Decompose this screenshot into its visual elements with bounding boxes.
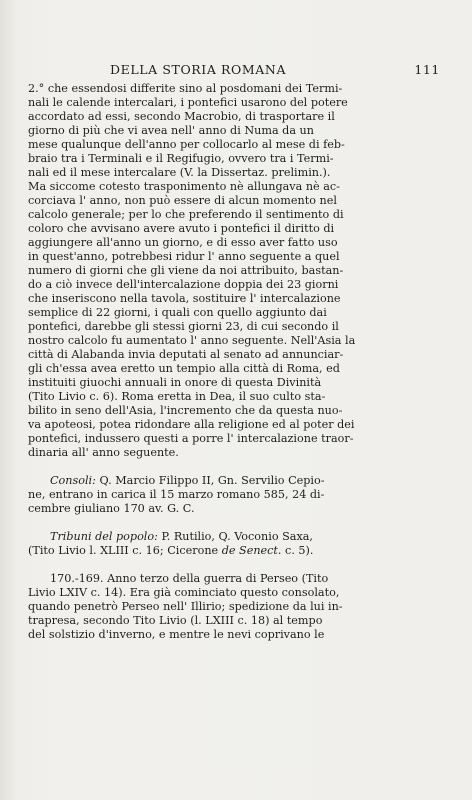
spacer [28, 460, 424, 474]
consoli-text: Q. Marcio Filippo II, Gn. Servilio Cepio- [95, 474, 325, 487]
tribuni-entry [28, 530, 424, 558]
text-line: ne, entrano in carica il 15 marzo romano 585, 24 di- [28, 488, 325, 501]
text-line: pontefici, indussero questi a porre l' intercalazione traor- [28, 432, 354, 445]
text-line: braio tra i Terminali e il Regifugio, ovvero tra i Termi- [28, 152, 334, 165]
year-entry [28, 572, 424, 642]
citation-text: c. 5). [281, 544, 314, 557]
page-body [28, 82, 424, 642]
text-line: 170.-169. Anno terzo della guerra di Perseo (Tito [50, 572, 329, 585]
spacer [28, 516, 424, 530]
text-line: numero di giorni che gli viene da noi attribuito, bastan- [28, 264, 344, 277]
consoli-label: Consoli: [50, 474, 96, 487]
text-line: coloro che avvisano avere avuto i pontefici il diritto di [28, 222, 335, 235]
text-line: che inseriscono nella tavola, sostituire l' intercalazione [28, 292, 341, 305]
text-line: do a ciò invece dell'intercalazione doppia dei 23 giorni [28, 278, 339, 291]
citation-work: de Senect. [221, 544, 282, 557]
text-line: va apoteosi, potea ridondare alla religione ed al poter dei [28, 418, 355, 431]
text-line: pontefici, darebbe gli stessi giorni 23, di cui secondo il [28, 320, 339, 333]
text-line: nali ed il mese intercalare (V. la Dissertaz. prelimin.). [28, 166, 331, 179]
text-line: nali le calende intercalari, i pontefici usarono del potere [28, 96, 348, 109]
text-line: gli ch'essa avea eretto un tempio alla città di Roma, ed [28, 362, 340, 375]
text-line: del solstizio d'inverno, e mentre le nevi coprivano le [28, 628, 325, 641]
running-title: DELLA STORIA ROMANA [110, 62, 287, 77]
text-line: Ma siccome cotesto trasponimento nè allungava nè ac- [28, 180, 340, 193]
paragraph-intercalation [28, 82, 424, 460]
text-line: Livio LXIV c. 14). Era già cominciato questo consolato, [28, 586, 340, 599]
text-line: accordato ad essi, secondo Macrobio, di trasportare il [28, 110, 335, 123]
consoli-entry [28, 474, 424, 516]
text-line: instituiti giuochi annuali in onore di questa Divinità [28, 376, 322, 389]
page-header [40, 62, 440, 78]
text-line: quando penetrò Perseo nell' Illirio; spedizione da lui in- [28, 600, 343, 613]
spacer [28, 558, 424, 572]
tribuni-text: P. Rutilio, Q. Voconio Saxa, [157, 530, 313, 543]
text-line: dinaria all' anno seguente. [28, 446, 179, 459]
text-line: bilito in seno dell'Asia, l'incremento che da questa nuo- [28, 404, 343, 417]
text-line: corciava l' anno, non può essere di alcun momento nel [28, 194, 337, 207]
text-line: nostro calcolo fu aumentato l' anno seguente. Nell'Asia la [28, 334, 356, 347]
text-line: giorno di più che vi avea nell' anno di Numa da un [28, 124, 314, 137]
text-line: città di Alabanda invia deputati al senato ad annunciar- [28, 348, 344, 361]
tribuni-line [28, 530, 424, 544]
text-line: mese qualunque dell'anno per collocarlo al mese di feb- [28, 138, 345, 151]
text-line: calcolo generale; per lo che preferendo il sentimento di [28, 208, 344, 221]
tribuni-label: Tribuni del popolo: [50, 530, 158, 543]
page-number: 111 [414, 62, 440, 77]
text-line: aggiungere all'anno un giorno, e di esso aver fatto uso [28, 236, 338, 249]
text-line: cembre giuliano 170 av. G. C. [28, 502, 195, 515]
citation-text: (Tito Livio l. XLIII c. 16; Cicerone [28, 544, 222, 557]
tribuni-citation-line [28, 544, 424, 558]
text-line: 2.° che essendosi differite sino al posdomani dei Termi- [28, 82, 343, 95]
consoli-line [28, 474, 424, 488]
text-line: (Tito Livio c. 6). Roma eretta in Dea, il suo culto sta- [28, 390, 326, 403]
text-line: trapresa, secondo Tito Livio (l. LXIII c. 18) al tempo [28, 614, 323, 627]
text-line: in quest'anno, potrebbesi ridur l' anno seguente a quel [28, 250, 340, 263]
text-line: semplice di 22 giorni, i quali con quello aggiunto dai [28, 306, 327, 319]
